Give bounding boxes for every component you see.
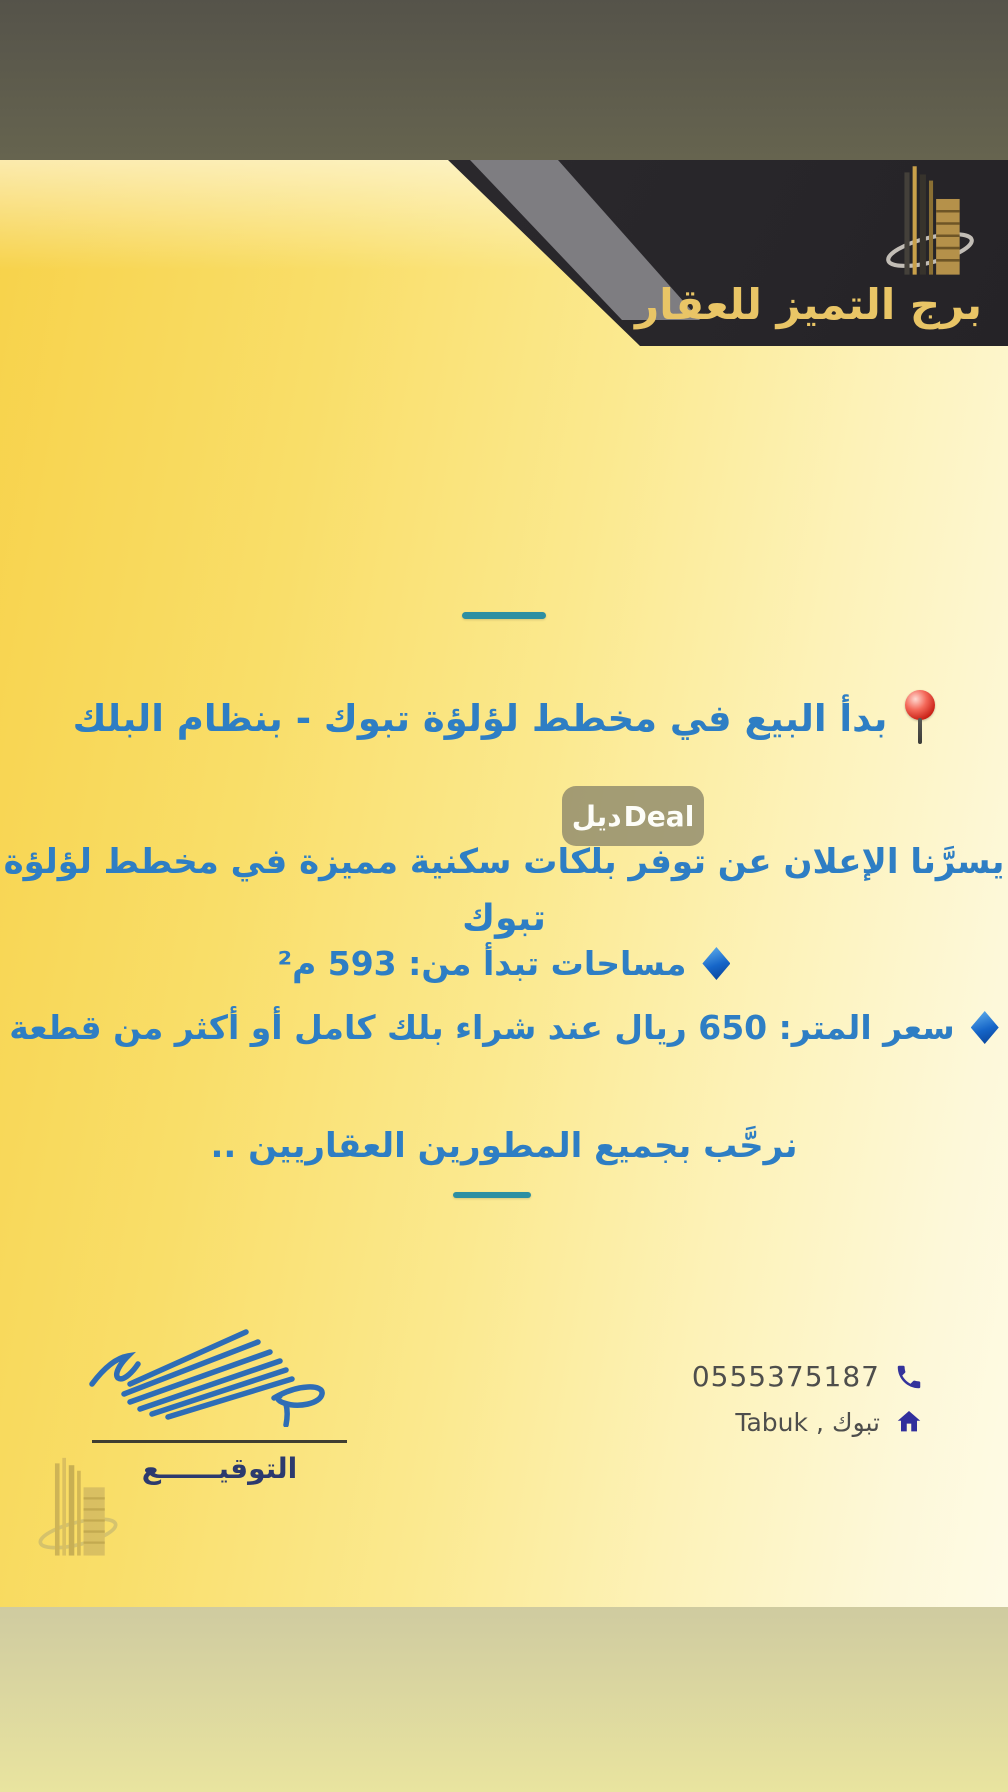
phone-row bbox=[692, 1360, 924, 1393]
watermark-latin: Deal bbox=[623, 799, 695, 833]
headline-text: بدأ البيع في مخطط لؤلؤة تبوك - بنظام البلك bbox=[72, 696, 888, 740]
signature-scribble bbox=[78, 1312, 348, 1427]
bullet-price bbox=[0, 1008, 1008, 1047]
location-arabic: تبوك bbox=[831, 1407, 880, 1437]
corner-watermark-logo-icon bbox=[34, 1456, 122, 1562]
bullet-area-text: مساحات تبدأ من: 593 م² bbox=[277, 944, 687, 983]
phone-icon bbox=[894, 1362, 924, 1392]
top-divider bbox=[462, 612, 546, 619]
watermark-arabic: ديل bbox=[571, 799, 622, 833]
location-text bbox=[735, 1408, 880, 1437]
paragraph-line-1: يسرَّنا الإعلان عن توفر بلكات سكنية مميزة في مخطط لؤلؤة bbox=[3, 842, 1005, 882]
deal-watermark bbox=[562, 786, 704, 846]
top-letterbox-bar bbox=[0, 0, 1008, 160]
location-row bbox=[735, 1407, 924, 1437]
brand-banner bbox=[0, 160, 1008, 346]
headline-row bbox=[0, 680, 1008, 756]
location-latin: Tabuk bbox=[735, 1407, 809, 1437]
bottom-letterbox-bar bbox=[0, 1607, 1008, 1792]
bullet-price-text: سعر المتر: 650 ريال عند شراء بلك كامل أو أكثر من قطعة bbox=[9, 1008, 955, 1047]
diamond-icon bbox=[971, 1011, 999, 1044]
bullet-area bbox=[0, 944, 1008, 983]
closing-line: نرحَّب بجميع المطورين العقاريين .. bbox=[210, 1126, 798, 1166]
contact-block bbox=[692, 1360, 924, 1437]
diamond-icon bbox=[702, 947, 730, 980]
home-icon bbox=[894, 1407, 924, 1437]
pushpin-icon bbox=[905, 690, 935, 746]
signature-label: التوقيــــــع bbox=[141, 1452, 298, 1485]
brand-title: برج التميز للعقار bbox=[635, 280, 982, 329]
paragraph-line-2: تبوك bbox=[462, 898, 546, 939]
tower-logo-icon bbox=[884, 164, 976, 282]
signature-line bbox=[92, 1440, 347, 1443]
phone-number: 0555375187 bbox=[691, 1360, 880, 1393]
location-separator: , bbox=[816, 1407, 824, 1437]
bottom-divider bbox=[453, 1192, 531, 1198]
